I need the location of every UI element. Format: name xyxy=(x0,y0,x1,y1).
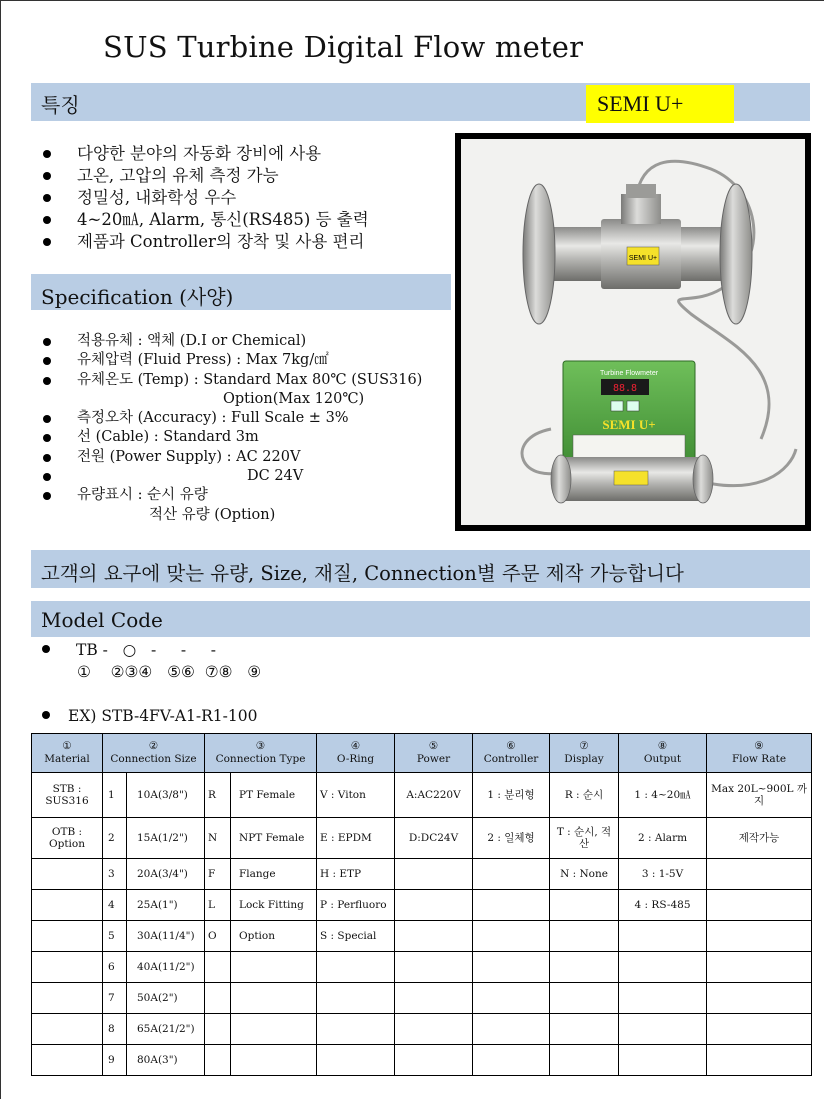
page-title: SUS Turbine Digital Flow meter xyxy=(103,30,584,64)
table-cell: 7 xyxy=(103,983,127,1014)
table-cell: 25A(1") xyxy=(127,890,205,921)
spec-line: DC 24V xyxy=(42,467,422,486)
table-cell xyxy=(395,952,473,983)
features-heading: 특징 xyxy=(41,93,80,117)
table-cell: 9 xyxy=(103,1045,127,1076)
feature-item: 4~20㎃, Alarm, 통신(RS485) 등 출력 xyxy=(42,209,369,231)
table-cell: 4 xyxy=(103,890,127,921)
model-code-example: EX) STB-4FV-A1-R1-100 xyxy=(68,707,258,725)
table-cell: 5 xyxy=(103,921,127,952)
bullet-icon xyxy=(42,711,50,719)
table-header-cell xyxy=(205,734,317,773)
table-cell: A:AC220V xyxy=(395,773,473,818)
table-cell: 제작가능 xyxy=(707,818,812,859)
table-cell: V : Viton xyxy=(317,773,395,818)
bullet-icon xyxy=(42,645,50,653)
header-label: Flow Rate xyxy=(731,753,787,765)
model-code-example-line xyxy=(42,707,257,725)
table-cell: 1 xyxy=(103,773,127,818)
table-cell: NPT Female xyxy=(231,818,317,859)
table-cell xyxy=(205,952,231,983)
header-number: ③ xyxy=(255,740,266,752)
table-row xyxy=(32,1014,812,1045)
table-cell: STB : SUS316 xyxy=(32,773,103,818)
table-cell: 30A(11/4") xyxy=(127,921,205,952)
table-header-cell xyxy=(317,734,395,773)
table-header-row xyxy=(32,734,812,773)
table-cell xyxy=(707,1014,812,1045)
table-cell: 80A(3") xyxy=(127,1045,205,1076)
table-cell xyxy=(317,952,395,983)
brand-badge: SEMI U+ xyxy=(586,85,734,123)
table-cell xyxy=(473,890,550,921)
table-cell xyxy=(395,859,473,890)
product-photo xyxy=(455,133,811,531)
table-cell xyxy=(473,952,550,983)
header-number: ⑧ xyxy=(657,740,668,752)
table-cell xyxy=(707,859,812,890)
table-header-cell xyxy=(103,734,205,773)
table-cell: 40A(11/2") xyxy=(127,952,205,983)
table-cell xyxy=(619,1045,707,1076)
table-cell xyxy=(231,983,317,1014)
spec-line: Option(Max 120℃) xyxy=(223,390,365,407)
table-cell xyxy=(619,1014,707,1045)
table-cell: R : 순시 xyxy=(550,773,619,818)
table-cell: N : None xyxy=(550,859,619,890)
table-cell xyxy=(619,921,707,952)
table-cell xyxy=(707,983,812,1014)
model-code-pattern: TB - ○ - - - xyxy=(76,641,216,659)
header-number: ② xyxy=(148,740,159,752)
table-cell xyxy=(707,921,812,952)
table-cell: 4 : RS-485 xyxy=(619,890,707,921)
table-cell xyxy=(32,890,103,921)
table-cell: 20A(3/4") xyxy=(127,859,205,890)
table-cell xyxy=(473,983,550,1014)
spec-line: 전원 (Power Supply) : AC 220V xyxy=(42,448,422,467)
spec-line: 유량표시 : 순시 유량 xyxy=(42,486,422,505)
table-cell: 15A(1/2") xyxy=(127,818,205,859)
header-label: Connection Type xyxy=(215,753,306,765)
table-cell: T : 순시, 적산 xyxy=(550,818,619,859)
table-cell: S : Special xyxy=(317,921,395,952)
feature-item: 고온, 고압의 유체 측정 가능 xyxy=(42,165,369,187)
table-cell xyxy=(619,952,707,983)
table-cell: 50A(2") xyxy=(127,983,205,1014)
table-cell: Max 20L~900L 까지 xyxy=(707,773,812,818)
table-header-cell xyxy=(395,734,473,773)
table-row xyxy=(32,859,812,890)
table-cell xyxy=(32,952,103,983)
feature-item: 정밀성, 내화학성 우수 xyxy=(42,187,369,209)
spec-line: 유체압력 (Fluid Press) : Max 7kg/㎠ xyxy=(42,351,422,370)
table-cell xyxy=(550,921,619,952)
table-cell xyxy=(395,890,473,921)
table-header-cell xyxy=(32,734,103,773)
table-cell xyxy=(473,1045,550,1076)
custom-order-text: 고객의 요구에 맞는 유량, Size, 재질, Connection별 주문 제작 가능합니다 xyxy=(41,562,684,585)
spec-line: 측정오차 (Accuracy) : Full Scale ± 3% xyxy=(42,409,422,428)
header-label: Controller xyxy=(483,753,539,765)
header-label: Material xyxy=(44,753,90,765)
table-row xyxy=(32,818,812,859)
model-code-table xyxy=(31,733,812,1076)
feature-item: 제품과 Controller의 장착 및 사용 편리 xyxy=(42,231,369,253)
custom-order-banner xyxy=(31,550,810,588)
header-label: Connection Size xyxy=(110,753,197,765)
table-cell xyxy=(32,1014,103,1045)
table-cell: 2 : 일체형 xyxy=(473,818,550,859)
table-header-cell xyxy=(707,734,812,773)
table-row xyxy=(32,773,812,818)
table-cell xyxy=(707,890,812,921)
model-code-numbers: ① ②③④ ⑤⑥ ⑦⑧ ⑨ xyxy=(77,663,262,681)
table-row xyxy=(32,890,812,921)
table-header-cell xyxy=(619,734,707,773)
table-cell: 1 : 4~20㎃ xyxy=(619,773,707,818)
table-cell: D:DC24V xyxy=(395,818,473,859)
table-cell: 1 : 분리형 xyxy=(473,773,550,818)
table-cell xyxy=(707,1045,812,1076)
header-label: Power xyxy=(416,753,451,765)
table-cell: 3 : 1-5V xyxy=(619,859,707,890)
model-code-band xyxy=(31,601,810,637)
table-cell: L xyxy=(205,890,231,921)
table-cell: 3 xyxy=(103,859,127,890)
table-cell xyxy=(619,983,707,1014)
table-cell xyxy=(205,1045,231,1076)
pipe-label-text: SEMI U+ xyxy=(628,255,658,262)
table-header-cell xyxy=(550,734,619,773)
table-cell xyxy=(473,859,550,890)
table-cell xyxy=(205,1014,231,1045)
table-row xyxy=(32,952,812,983)
table-cell: 2 : Alarm xyxy=(619,818,707,859)
table-cell xyxy=(550,983,619,1014)
table-cell xyxy=(395,1014,473,1045)
header-number: ⑦ xyxy=(579,740,589,752)
table-cell xyxy=(32,1045,103,1076)
table-cell: OTB : Option xyxy=(32,818,103,859)
table-cell: N xyxy=(205,818,231,859)
table-cell xyxy=(205,983,231,1014)
table-cell xyxy=(231,952,317,983)
table-row xyxy=(32,921,812,952)
table-cell xyxy=(32,859,103,890)
spec-heading-band xyxy=(31,274,451,310)
header-label: Display xyxy=(564,753,604,765)
svg-text:88.8: 88.8 xyxy=(612,383,638,394)
table-cell xyxy=(231,1014,317,1045)
model-code-heading: Model Code xyxy=(41,608,163,632)
header-label: Output xyxy=(643,753,682,765)
table-header-cell xyxy=(473,734,550,773)
header-number: ① xyxy=(62,740,72,752)
table-cell xyxy=(231,1045,317,1076)
table-cell: Option xyxy=(231,921,317,952)
table-row xyxy=(32,983,812,1014)
table-cell: R xyxy=(205,773,231,818)
header-number: ⑨ xyxy=(754,740,764,752)
header-label: O-Ring xyxy=(336,753,375,765)
table-cell: Flange xyxy=(231,859,317,890)
table-cell xyxy=(317,1014,395,1045)
spec-line: 유체온도 (Temp) : Standard Max 80℃ (SUS316) xyxy=(42,371,422,390)
feature-item: 다양한 분야의 자동화 장비에 사용 xyxy=(42,143,369,165)
spec-list xyxy=(42,332,422,525)
table-cell xyxy=(32,983,103,1014)
table-cell: 2 xyxy=(103,818,127,859)
table-cell xyxy=(395,921,473,952)
spec-heading: Specification (사양) xyxy=(41,285,234,309)
table-cell: E : EPDM xyxy=(317,818,395,859)
table-cell xyxy=(550,1045,619,1076)
header-number: ⑥ xyxy=(506,740,516,752)
table-cell: F xyxy=(205,859,231,890)
spec-line: 선 (Cable) : Standard 3m xyxy=(42,428,422,447)
table-cell xyxy=(473,921,550,952)
table-cell: PT Female xyxy=(231,773,317,818)
table-cell xyxy=(550,890,619,921)
flowmeter-illustration xyxy=(461,139,805,525)
table-row xyxy=(32,1045,812,1076)
table-cell: 8 xyxy=(103,1014,127,1045)
table-cell: H : ETP xyxy=(317,859,395,890)
controller-title-text: Turbine Flowmeter xyxy=(599,370,659,377)
table-cell xyxy=(550,1014,619,1045)
table-cell: P : Perfluoro xyxy=(317,890,395,921)
controller-brand-text: SEMI U+ xyxy=(602,417,656,432)
feature-list xyxy=(42,143,369,253)
table-cell xyxy=(395,1045,473,1076)
table-cell xyxy=(473,1014,550,1045)
table-cell xyxy=(32,921,103,952)
header-number: ⑤ xyxy=(428,740,439,752)
table-cell: 6 xyxy=(103,952,127,983)
table-cell xyxy=(550,952,619,983)
spec-line: 적산 유량 (Option) xyxy=(149,506,276,523)
table-cell xyxy=(707,952,812,983)
model-code-pattern-line xyxy=(42,641,216,659)
table-cell: 65A(21/2") xyxy=(127,1014,205,1045)
table-cell xyxy=(395,983,473,1014)
table-cell: Lock Fitting xyxy=(231,890,317,921)
header-number: ④ xyxy=(350,740,361,752)
table-cell xyxy=(317,1045,395,1076)
spec-line: 적용유체 : 액체 (D.I or Chemical) xyxy=(42,332,422,351)
table-cell xyxy=(317,983,395,1014)
table-cell: O xyxy=(205,921,231,952)
table-cell: 10A(3/8") xyxy=(127,773,205,818)
